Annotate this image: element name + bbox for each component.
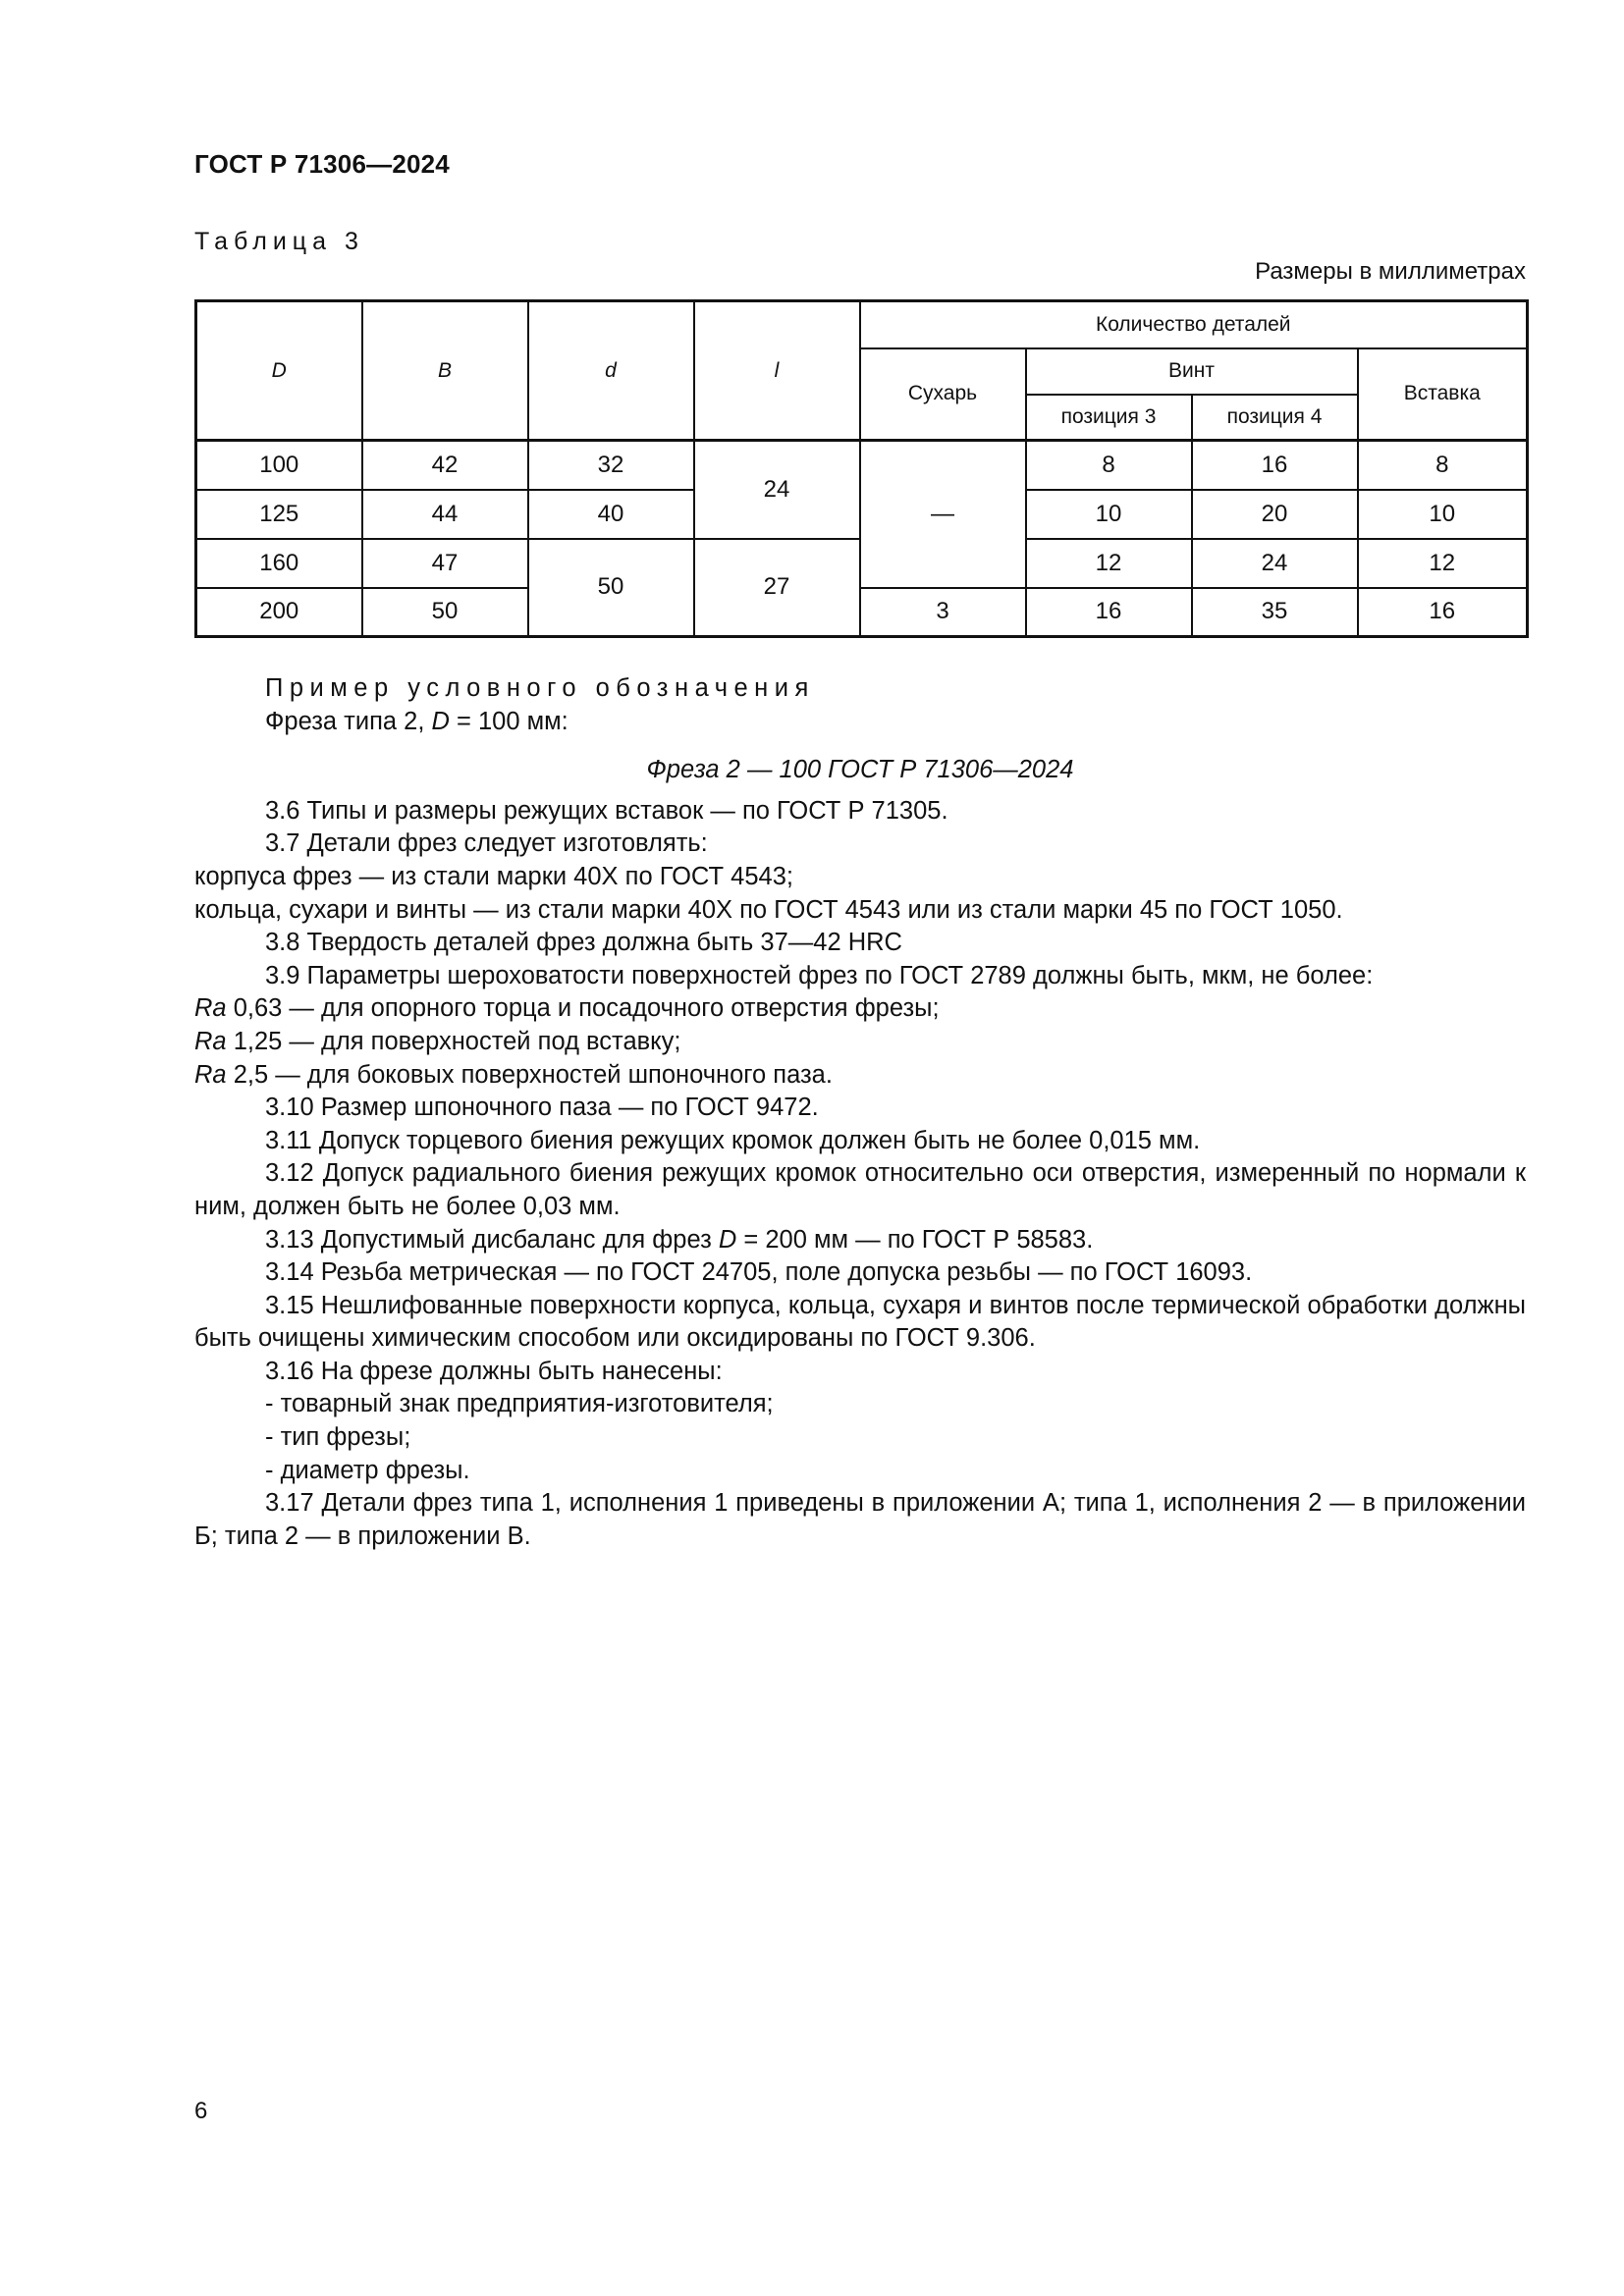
header-d: d (528, 301, 694, 441)
cell-d: 32 (528, 441, 694, 490)
cell-vstavka: 8 (1358, 441, 1528, 490)
paragraph-3-12: 3.12 Допуск радиального биения режущих кромок относительно оси отверстия, измеренный по нормали к ним, должен быть не более 0,03 мм. (194, 1159, 1526, 1220)
page-number: 6 (194, 2098, 208, 2124)
cell-sukhar: 3 (860, 588, 1026, 637)
cell-pos3: 12 (1026, 539, 1192, 588)
cell-pos3: 8 (1026, 441, 1192, 490)
paragraph-3-16: 3.16 На фрезе должны быть нанесены: (265, 1357, 723, 1385)
header-l: l (694, 301, 860, 441)
header-vint: Винт (1026, 348, 1358, 395)
paragraph-3-9: 3.9 Параметры шероховатости поверхностей фрез по ГОСТ 2789 должны быть, мкм, не более: (265, 961, 1374, 989)
list-item: - диаметр фрезы. (265, 1456, 470, 1484)
paragraph-3-10: 3.10 Размер шпоночного паза — по ГОСТ 9472. (265, 1094, 819, 1122)
paragraph-3-14: 3.14 Резьба метрическая — по ГОСТ 24705, поле допуска резьбы — по ГОСТ 16093. (265, 1258, 1253, 1287)
header-quantity: Количество деталей (860, 301, 1528, 348)
paragraph-3-11: 3.11 Допуск торцевого биения режущих кромок должен быть не более 0,015 мм. (265, 1126, 1201, 1154)
table-row (196, 588, 1528, 637)
paragraph-3-7: 3.7 Детали фрез следует изготовлять: (265, 829, 708, 858)
cell-B: 42 (362, 441, 528, 490)
example-designation: Фреза 2 — 100 ГОСТ Р 71306—2024 (646, 756, 1074, 784)
cell-D: 200 (196, 588, 362, 637)
cell-d: 40 (528, 490, 694, 539)
header-B: B (362, 301, 528, 441)
header-position-4: позиция 4 (1192, 395, 1358, 441)
paragraph-3-7-housing: корпуса фрез — из стали марки 40Х по ГОСТ 4543; (194, 862, 793, 890)
paragraph-3-17: 3.17 Детали фрез типа 1, исполнения 1 приведены в приложении А; типа 1, исполнения 2 — в приложении Б; типа 2 — в приложении В. (194, 1489, 1526, 1550)
cell-B: 44 (362, 490, 528, 539)
cell-pos4: 24 (1192, 539, 1358, 588)
paragraph-3-6: 3.6 Типы и размеры режущих вставок — по ГОСТ Р 71305. (265, 796, 948, 825)
cell-sukhar-merged: — (860, 441, 1026, 588)
example-title: Пример условного обозначения (265, 674, 815, 702)
roughness-line-2: Ra 1,25 — для поверхностей под вставку; (194, 1027, 681, 1055)
cell-d-merged: 50 (528, 539, 694, 637)
dimensions-table (194, 299, 1529, 638)
paragraph-3-13: 3.13 Допустимый дисбаланс для фрез D = 200 мм — по ГОСТ Р 58583. (265, 1225, 1094, 1254)
header-D: D (196, 301, 362, 441)
cell-B: 50 (362, 588, 528, 637)
table-row (196, 441, 1528, 490)
list-item: - тип фрезы; (265, 1423, 411, 1452)
cell-B: 47 (362, 539, 528, 588)
cell-vstavka: 10 (1358, 490, 1528, 539)
header-sukhar: Сухарь (860, 348, 1026, 441)
paragraph-3-7-rings: кольца, сухари и винты — из стали марки 40Х по ГОСТ 4543 или из стали марки 45 по ГОСТ 1050. (194, 895, 1343, 924)
cell-D: 125 (196, 490, 362, 539)
table-caption: Таблица 3 (194, 228, 364, 255)
cell-pos4: 16 (1192, 441, 1358, 490)
cell-l-merged: 27 (694, 539, 860, 637)
body-text (194, 672, 1526, 1553)
cell-pos3: 16 (1026, 588, 1192, 637)
cell-D: 100 (196, 441, 362, 490)
cell-pos4: 35 (1192, 588, 1358, 637)
cell-pos4: 20 (1192, 490, 1358, 539)
cell-vstavka: 16 (1358, 588, 1528, 637)
document-header: ГОСТ Р 71306—2024 (194, 149, 450, 179)
example-line: Фреза типа 2, D = 100 мм: (265, 707, 568, 735)
roughness-line-3: Ra 2,5 — для боковых поверхностей шпоночного паза. (194, 1060, 833, 1089)
cell-D: 160 (196, 539, 362, 588)
header-vstavka: Вставка (1358, 348, 1528, 441)
paragraph-3-15: 3.15 Нешлифованные поверхности корпуса, кольца, сухаря и винтов после термической обработки должны быть очищены химическим способом или оксидированы по ГОСТ 9.306. (194, 1291, 1526, 1353)
roughness-line-1: Ra 0,63 — для опорного торца и посадочного отверстия фрезы; (194, 994, 940, 1023)
paragraph-3-8: 3.8 Твердость деталей фрез должна быть 37—42 HRC (265, 929, 902, 957)
cell-vstavka: 12 (1358, 539, 1528, 588)
units-note: Размеры в миллиметрах (1255, 258, 1526, 285)
cell-pos3: 10 (1026, 490, 1192, 539)
list-item: - товарный знак предприятия-изготовителя; (265, 1390, 774, 1418)
cell-l-merged: 24 (694, 441, 860, 539)
header-position-3: позиция 3 (1026, 395, 1192, 441)
